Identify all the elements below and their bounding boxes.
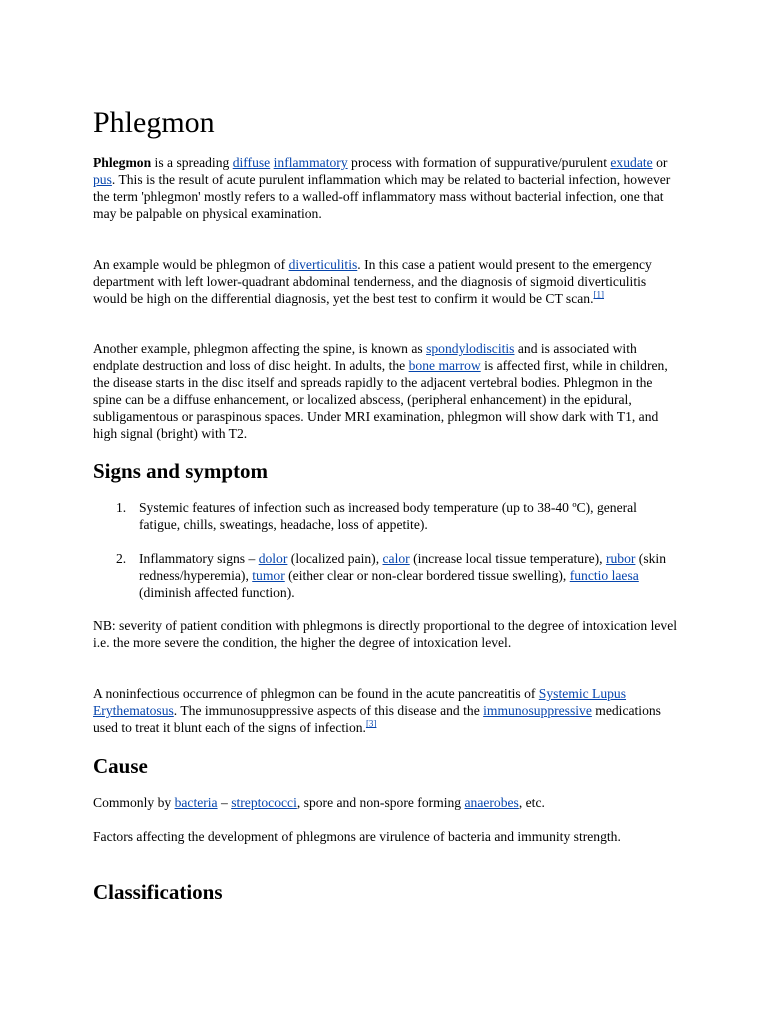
reference-1[interactable]: [1] — [593, 289, 604, 300]
signs-list — [93, 500, 678, 619]
link-streptococci[interactable]: streptococci — [231, 795, 297, 810]
link-spondylodiscitis[interactable]: spondylodiscitis — [426, 341, 515, 356]
link-calor[interactable]: calor — [382, 550, 410, 566]
heading-signs-and-symptom: Signs and symptom — [93, 459, 269, 483]
example-spine-paragraph: Another example, phlegmon affecting the spine, is known as spondylodiscitis and is associated with endplate destruction and loss of disc height. In adults, the bone marrow is affected first, while in children, the disease starts in the disc itself and spreads rapidly to the adjacent vertebral bodies. Phlegmon in the spine can be a diffuse enhancement, or localized abscess, (peripheral enhancement) in the epidural, subligamentous or paraspinous spaces. Under MRI examination, phlegmon will show dark with T1, and high signal (bright) with T2. — [93, 341, 668, 441]
nb-paragraph: NB: severity of patient condition with phlegmons is directly proportional to the degree of intoxication level i.e. the more severe the condition, the higher the degree of intoxication level. — [93, 618, 678, 650]
heading-cause: Cause — [93, 754, 148, 778]
link-bone-marrow[interactable]: bone marrow — [408, 357, 481, 373]
link-inflammatory[interactable]: inflammatory — [273, 155, 348, 170]
noninfectious-paragraph: A noninfectious occurrence of phlegmon can be found in the acute pancreatitis of Systemic Lupus Erythematosus. The immunosuppressive aspects of this disease and the immunosuppressive medications used to treat it blunt each of the signs of infection.[3] — [93, 686, 661, 735]
link-diverticulitis[interactable]: diverticulitis — [288, 257, 358, 272]
link-tumor[interactable]: tumor — [252, 567, 285, 583]
list-item: 2. Inflammatory signs – dolor (localized pain), calor (increase local tissue temperature), rubor (skin redness/hyperemia), tumor (either clear or non-clear bordered tissue swelling), functio laesa (diminish affected function). — [116, 550, 666, 600]
link-systemic-lupus-erythematosus[interactable]: Systemic Lupus Erythematosus — [93, 686, 627, 718]
link-pus[interactable]: pus — [93, 171, 112, 187]
cause-paragraph: Commonly by bacteria – streptococci, spore and non-spore forming anaerobes, etc. — [93, 795, 545, 810]
link-anaerobes[interactable]: anaerobes — [464, 795, 519, 810]
link-bacteria[interactable]: bacteria — [174, 795, 218, 810]
link-functio-laesa[interactable]: functio laesa — [569, 567, 639, 583]
heading-classifications: Classifications — [93, 880, 223, 904]
list-number: 2. — [116, 550, 127, 566]
list-number: 1. — [116, 500, 127, 515]
link-rubor[interactable]: rubor — [605, 550, 636, 566]
reference-3[interactable]: [3] — [365, 718, 377, 729]
link-diffuse[interactable]: diffuse — [232, 155, 271, 170]
factors-paragraph: Factors affecting the development of phlegmons are virulence of bacteria and immunity strength. — [93, 829, 621, 844]
intro-paragraph: Phlegmon is a spreading diffuse inflammatory process with formation of suppurative/purulent exudate or pus. This is the result of acute purulent inflammation which may be related to bacterial infection, however the term 'phlegmon' mostly refers to a walled-off inflammatory mass without bacterial infection, one that may be palpable on physical examination. — [93, 155, 671, 221]
bold-term: Phlegmon — [93, 155, 152, 170]
example-diverticulitis-paragraph: An example would be phlegmon of diverticulitis. In this case a patient would present to the emergency department with left lower-quadrant abdominal tenderness, and the diagnosis of sigmoid diverticulitis would be high on the differential diagnosis, yet the best test to confirm it would be CT scan.[1] — [93, 257, 652, 306]
link-dolor[interactable]: dolor — [258, 550, 288, 566]
page-title: Phlegmon — [93, 106, 215, 139]
link-exudate[interactable]: exudate — [610, 155, 653, 170]
link-immunosuppressive[interactable]: immunosuppressive — [483, 702, 592, 718]
list-item: 1. Systemic features of infection such as increased body temperature (up to 38-40 ºC), general fatigue, chills, sweatings, headache, loss of appetite). — [116, 500, 637, 532]
